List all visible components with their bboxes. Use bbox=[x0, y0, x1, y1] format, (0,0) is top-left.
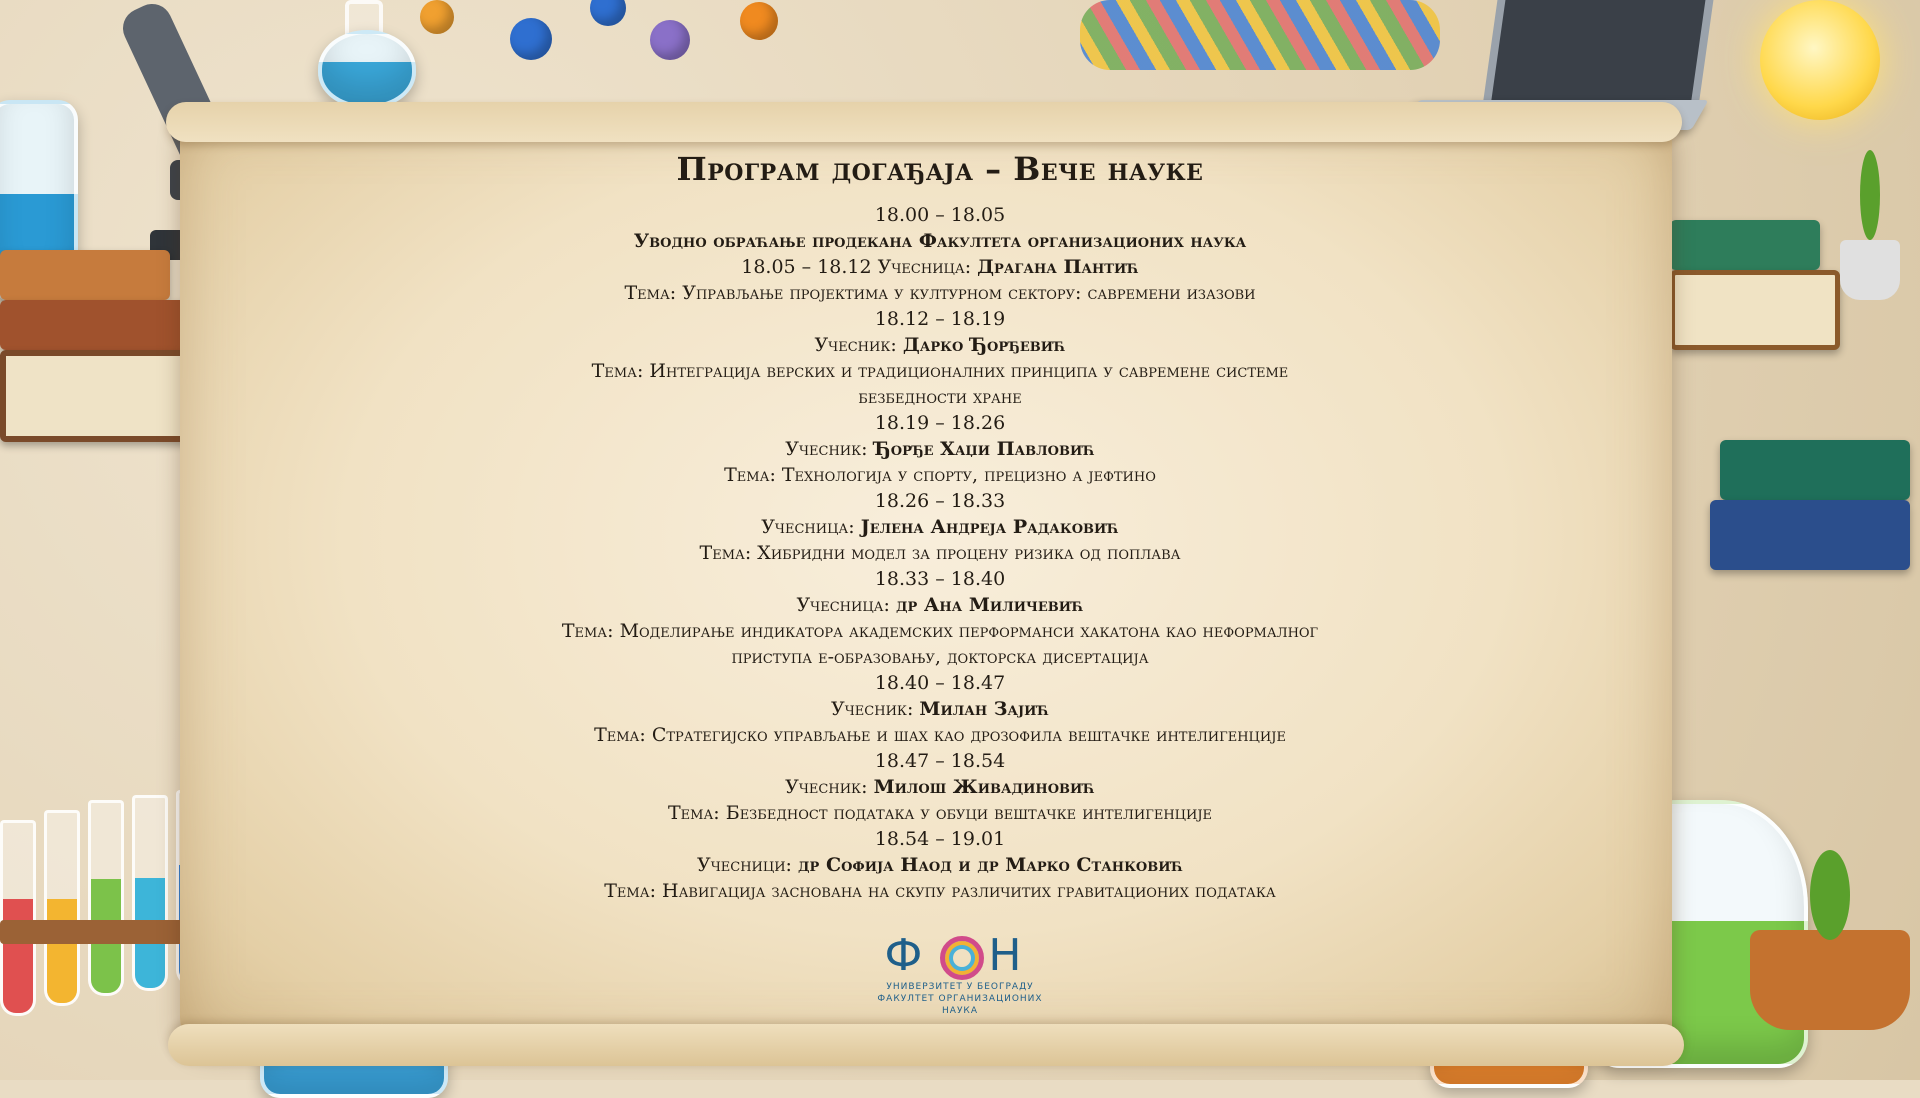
line-text: Учесница: bbox=[796, 594, 896, 616]
plant-icon bbox=[1830, 150, 1910, 300]
line-text: приступа е-образовању, докторска дисертација bbox=[731, 646, 1149, 668]
line-text: 18.54 – 19.01 bbox=[874, 828, 1006, 850]
book-icon bbox=[1670, 270, 1840, 350]
line-text: 18.47 – 18.54 bbox=[874, 750, 1006, 772]
book-icon bbox=[1710, 500, 1910, 570]
program-line bbox=[300, 358, 1580, 384]
line-bold-text: Јелена Андреја Радаковић bbox=[860, 516, 1119, 538]
program-line bbox=[300, 228, 1580, 254]
program-line bbox=[300, 618, 1580, 644]
book-icon bbox=[1670, 220, 1820, 270]
line-text: 18.05 – 18.12 Учесница: bbox=[741, 256, 978, 278]
program-line bbox=[300, 566, 1580, 592]
flask-icon bbox=[318, 30, 416, 108]
line-text: 18.26 – 18.33 bbox=[874, 490, 1006, 512]
program-line bbox=[300, 488, 1580, 514]
program-line bbox=[300, 800, 1580, 826]
line-bold-text: Дарко Ђорђевић bbox=[902, 334, 1066, 356]
program-line bbox=[300, 826, 1580, 852]
logo-mark: Ф Н bbox=[884, 930, 1036, 981]
line-text: Тема: Интеграција верских и традиционалних принципа у савремене системе bbox=[591, 360, 1289, 382]
program-line bbox=[300, 644, 1580, 670]
program-line bbox=[300, 306, 1580, 332]
potted-plant-icon bbox=[1750, 850, 1910, 1010]
line-bold-text: Милан Зајић bbox=[919, 698, 1049, 720]
book-icon bbox=[1720, 440, 1910, 500]
program-line bbox=[300, 202, 1580, 228]
program-line bbox=[300, 254, 1580, 280]
line-text: Тема: Моделирање индикатора академских перформанси хакатона као неформалног bbox=[561, 620, 1319, 642]
line-text: Тема: Навигација заснована на скупу различитих гравитационих података bbox=[604, 880, 1276, 902]
line-text: Учесник: bbox=[814, 334, 903, 356]
program-line bbox=[300, 592, 1580, 618]
line-text: Учесник: bbox=[785, 776, 874, 798]
program-line bbox=[300, 696, 1580, 722]
book-icon bbox=[0, 300, 190, 350]
program-line bbox=[300, 332, 1580, 358]
lightbulb-icon bbox=[1760, 0, 1880, 120]
dna-decoration bbox=[1080, 0, 1440, 70]
program-line bbox=[300, 462, 1580, 488]
line-text: Тема: Управљање пројектима у културном сектору: савремени изазови bbox=[624, 282, 1256, 304]
program-line bbox=[300, 540, 1580, 566]
line-text: Тема: Технологија у спорту, прецизно а јефтино bbox=[724, 464, 1156, 486]
line-text: 18.40 – 18.47 bbox=[874, 672, 1006, 694]
line-text: 18.00 – 18.05 bbox=[874, 204, 1006, 226]
line-bold-text: др Софија Наод и др Марко Станковић bbox=[798, 854, 1184, 876]
program-line bbox=[300, 410, 1580, 436]
program-line bbox=[300, 436, 1580, 462]
event-program bbox=[300, 150, 1580, 904]
line-bold-text: Ђорђе Хаџи Павловић bbox=[873, 438, 1095, 460]
page-title: Програм догађаја – Вече науке bbox=[676, 150, 1204, 188]
line-bold-text: Драгана Пантић bbox=[977, 256, 1139, 278]
line-text: 18.19 – 18.26 bbox=[874, 412, 1006, 434]
line-bold-text: Милош Живадиновић bbox=[873, 776, 1095, 798]
logo-faculty: ФАКУЛТЕТ ОРГАНИЗАЦИОНИХ НАУКА bbox=[877, 994, 1043, 1016]
program-line bbox=[300, 280, 1580, 306]
line-text: Тема: Хибридни модел за процену ризика од поплава bbox=[699, 542, 1181, 564]
molecule-decoration bbox=[410, 0, 790, 80]
program-lines bbox=[300, 202, 1580, 904]
program-line bbox=[300, 878, 1580, 904]
book-icon bbox=[0, 250, 170, 300]
line-bold-text: Уводно обраћање продекана Факултета организационих наука bbox=[633, 230, 1247, 252]
line-text: Учесник: bbox=[831, 698, 920, 720]
program-line bbox=[300, 774, 1580, 800]
program-line bbox=[300, 514, 1580, 540]
program-line bbox=[300, 722, 1580, 748]
line-text: Тема: Безбедност података у обуци вештачке интелигенције bbox=[667, 802, 1213, 824]
line-text: Учесници: bbox=[696, 854, 798, 876]
fon-logo bbox=[860, 930, 1060, 1017]
line-text: Учесник: bbox=[785, 438, 874, 460]
line-text: Учесница: bbox=[761, 516, 861, 538]
line-text: 18.33 – 18.40 bbox=[874, 568, 1006, 590]
program-line bbox=[300, 670, 1580, 696]
program-line bbox=[300, 852, 1580, 878]
program-line bbox=[300, 748, 1580, 774]
line-text: безбедности хране bbox=[858, 386, 1022, 408]
line-text: 18.12 – 18.19 bbox=[874, 308, 1006, 330]
program-line bbox=[300, 384, 1580, 410]
line-text: Тема: Стратегијско управљање и шах као дрозофила вештачке интелигенције bbox=[594, 724, 1286, 746]
line-bold-text: др Ана Миличевић bbox=[895, 594, 1084, 616]
logo-university: УНИВЕРЗИТЕТ У БЕОГРАДУ bbox=[886, 982, 1034, 992]
